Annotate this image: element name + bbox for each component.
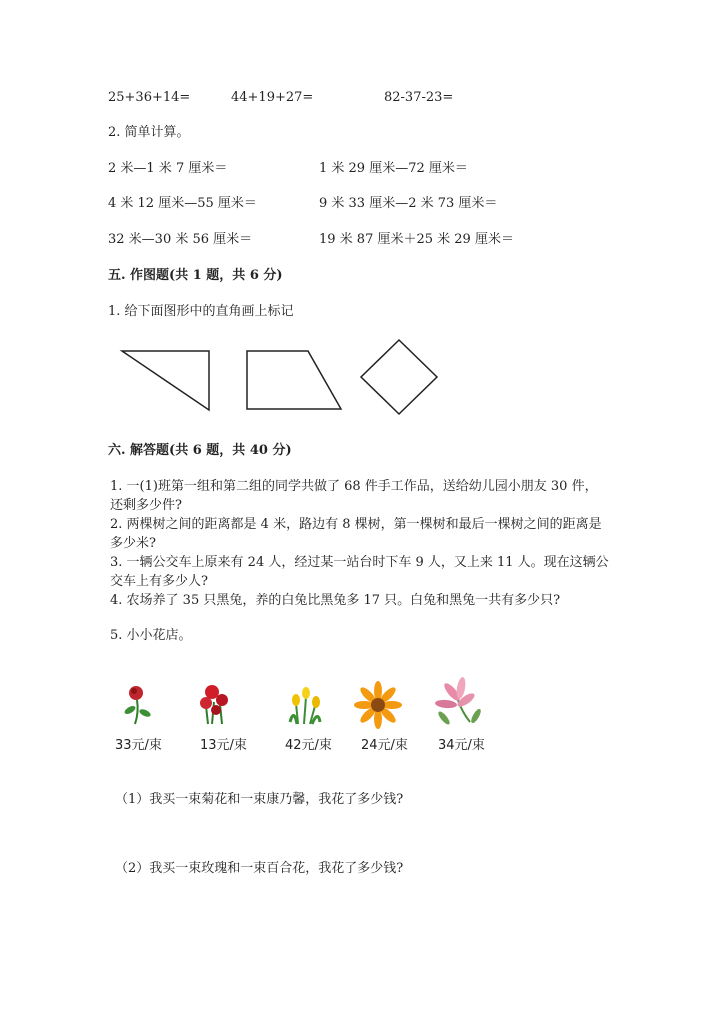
calc-item: 9 米 33 厘米—2 米 73 厘米＝	[319, 196, 498, 211]
price-label-chrysanthemum: 24元/束	[361, 738, 408, 753]
lily-icon	[435, 676, 483, 726]
sub-question-2: （2）我买一束玫瑰和一束百合花，我花了多少钱?	[115, 861, 404, 876]
calc-item: 32 米—30 米 56 厘米＝	[108, 232, 253, 247]
calc-item: 2 米—1 米 7 厘米＝	[108, 161, 228, 176]
calc-item: 19 米 87 厘米＋25 米 29 厘米＝	[319, 232, 514, 247]
sub-question-1: （1）我买一束菊花和一束康乃馨，我花了多少钱?	[115, 792, 404, 807]
price-label-lily: 34元/束	[438, 738, 485, 753]
rose-icon	[123, 686, 151, 724]
problem-4: 4. 农场养了 35 只黑兔，养的白兔比黑兔多 17 只。白兔和黑兔一共有多少只?	[110, 593, 561, 608]
price-label-tulip: 42元/束	[285, 738, 332, 753]
arith-3: 82-37-23=	[384, 90, 454, 105]
calc-item: 1 米 29 厘米—72 厘米＝	[319, 161, 468, 176]
price-label-rose: 33元/束	[115, 738, 162, 753]
section-five-heading: 五. 作图题(共 1 题，共 6 分)	[108, 268, 283, 283]
problem-1: 1. 一(1)班第一组和第二组的同学共做了 68 件手工作品，送给幼儿园小朋友 30 件，还剩多少件?	[110, 479, 598, 513]
arith-1: 25+36+14=	[108, 90, 191, 105]
chrysanthemum-icon	[354, 681, 402, 729]
drawing-question: 1. 给下面图形中的直角画上标记	[108, 304, 294, 319]
tulip-icon	[290, 687, 320, 724]
carnation-icon	[200, 685, 228, 724]
problem-2: 2. 两棵树之间的距离都是 4 米，路边有 8 棵树，第一棵树和最后一棵树之间的距离是多少米?	[110, 517, 602, 551]
problem-3: 3. 一辆公交车上原来有 24 人，经过某一站台时下车 9 人，又上来 11 人。现在这辆公交车上有多少人?	[110, 555, 609, 589]
arith-2: 44+19+27=	[231, 90, 314, 105]
section-six-heading: 六. 解答题(共 6 题，共 40 分)	[108, 443, 292, 458]
simple-calc-title: 2. 简单计算。	[108, 125, 190, 140]
calc-item: 4 米 12 厘米—55 厘米＝	[108, 196, 257, 211]
problem-5: 5. 小小花店。	[110, 628, 192, 643]
price-label-carnation: 13元/束	[200, 738, 247, 753]
